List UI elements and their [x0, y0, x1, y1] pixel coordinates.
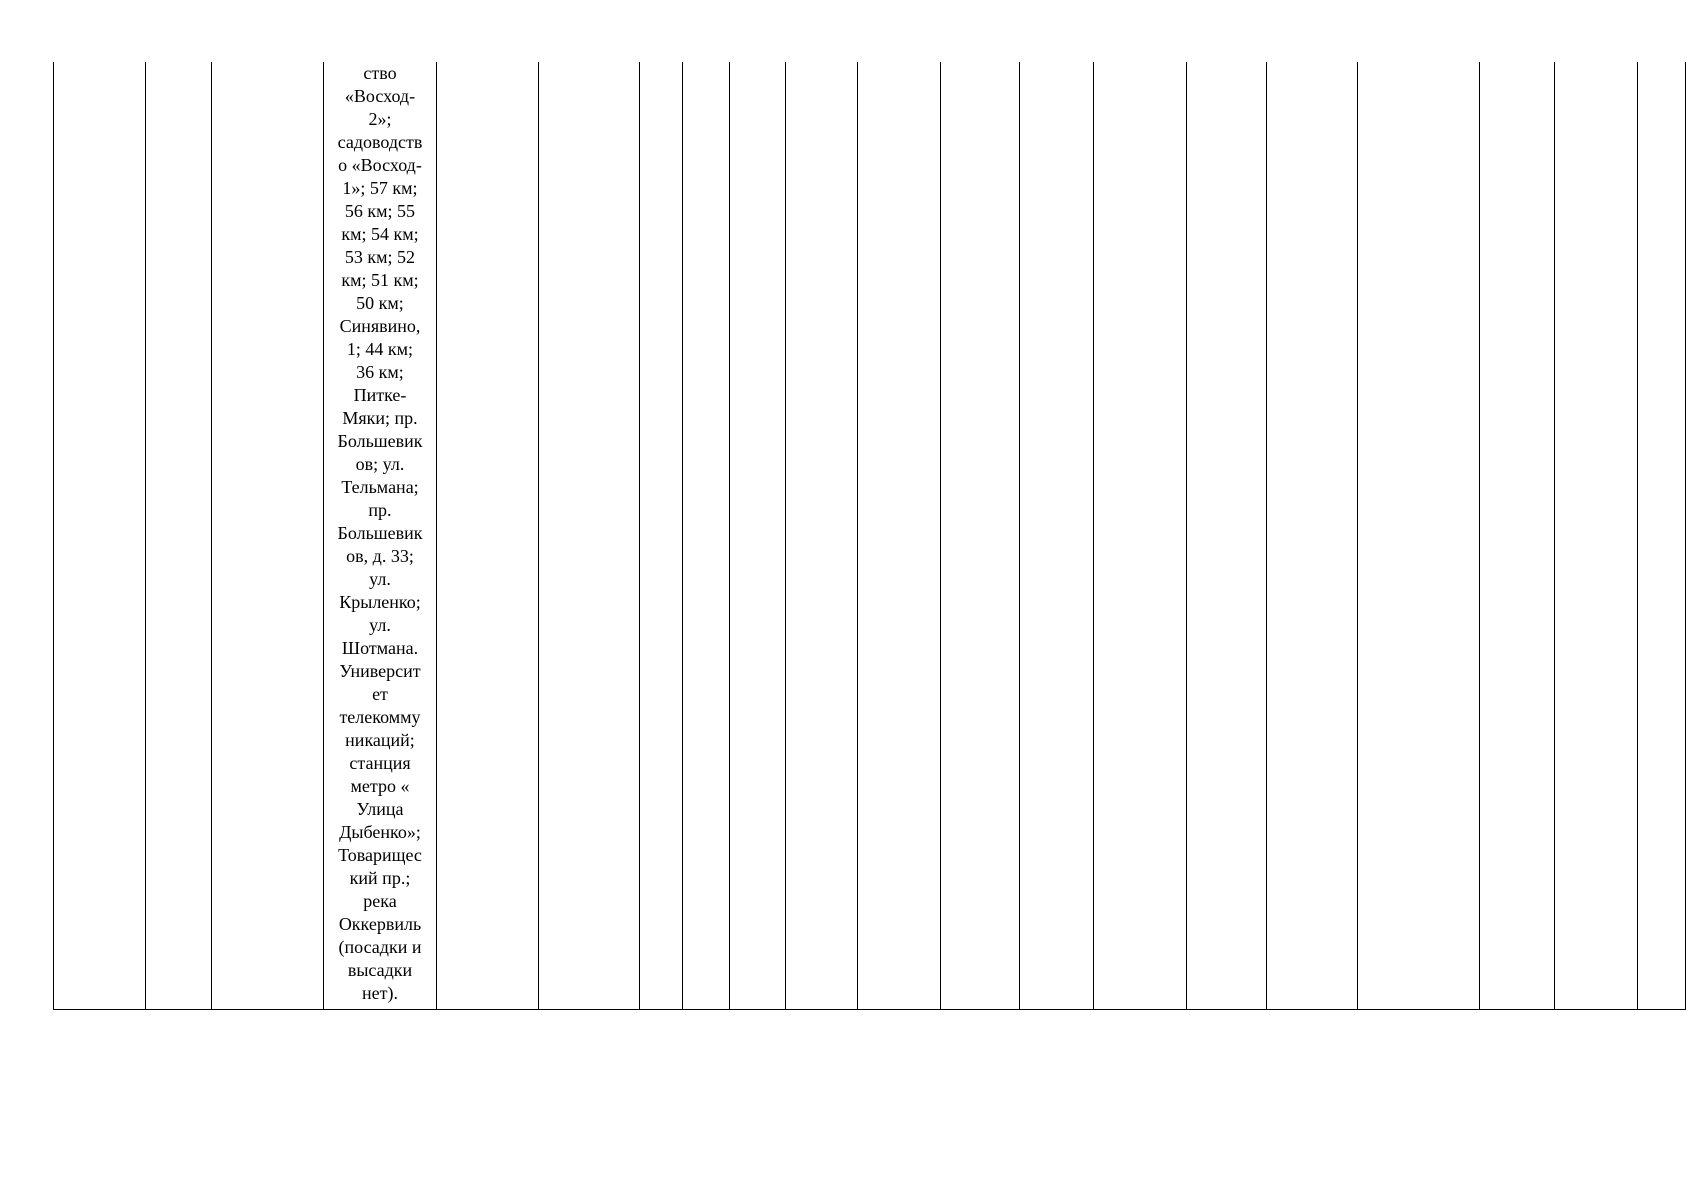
route-table [53, 62, 1686, 1010]
table-cell-12 [941, 62, 1020, 1010]
route-stops-line: «Восход- [344, 86, 416, 106]
table-cell-11 [858, 62, 941, 1010]
table-cell-19 [1555, 62, 1638, 1010]
route-stops-line: Шотмана. [341, 638, 419, 658]
route-stops-line: Тельмана; [341, 477, 419, 497]
route-stops-line: (посадки и [338, 937, 422, 957]
table-cell-8 [683, 62, 730, 1010]
route-stops-line: 56 км; 55 [344, 201, 416, 221]
route-stops-line: 36 км; [356, 362, 404, 382]
route-stops-line: Крыленко; [339, 592, 421, 612]
route-stops-line: Товарищес [338, 845, 422, 865]
table-cell-2 [146, 62, 212, 1010]
route-stops-line: 1; 44 км; [346, 339, 414, 359]
route-stops-line: Дыбенко»; [339, 822, 421, 842]
table-cell-6 [539, 62, 640, 1010]
route-stops-line: садоводств [337, 132, 423, 152]
route-stops-line: Университ [339, 661, 421, 681]
route-stops-line: ов; ул. [355, 454, 405, 474]
route-stops-cell [324, 62, 437, 1010]
table-cell-3 [212, 62, 324, 1010]
table-cell-20 [1638, 62, 1686, 1010]
route-stops-line: станция [349, 753, 411, 773]
table-cell-15 [1187, 62, 1267, 1010]
route-stops-line: кий пр.; [349, 868, 411, 888]
route-stops-text [326, 62, 434, 1005]
route-stops-line: Питке- [353, 385, 407, 405]
table-cell-14 [1094, 62, 1187, 1010]
table-row [54, 62, 1686, 1010]
route-stops-line: Синявино, [339, 316, 421, 336]
table-cell-17 [1358, 62, 1480, 1010]
route-stops-line: высадки [347, 960, 413, 980]
route-stops-line: нет). [362, 983, 398, 1003]
route-stops-line: метро « [350, 776, 410, 796]
table-cell-13 [1020, 62, 1094, 1010]
route-stops-line: ет [372, 684, 388, 704]
route-stops-line: км; 54 км; [341, 224, 419, 244]
table-cell-10 [786, 62, 858, 1010]
route-stops-line: ство [363, 63, 397, 83]
route-stops-line: ул. [369, 615, 391, 635]
table-cell-5 [437, 62, 539, 1010]
route-stops-line: никаций; [345, 730, 415, 750]
route-stops-line: Большевик [337, 523, 423, 543]
route-stops-line: пр. [368, 500, 392, 520]
route-stops-line: Большевик [337, 431, 423, 451]
route-stops-line: 53 км; 52 [344, 247, 416, 267]
table-cell-18 [1480, 62, 1555, 1010]
route-stops-line: телекомму [339, 707, 421, 727]
route-stops-line: река [363, 891, 397, 911]
table-cell-7 [640, 62, 683, 1010]
route-stops-line: о «Восход- [338, 155, 422, 175]
route-stops-line: Улица [356, 799, 404, 819]
route-stops-line: 50 км; [356, 293, 404, 313]
route-stops-line: ул. [369, 569, 391, 589]
route-stops-line: ов, д. 33; [346, 546, 414, 566]
table-cell-1 [54, 62, 146, 1010]
route-stops-line: 1»; 57 км; [342, 178, 418, 198]
route-stops-line: Оккервиль [338, 914, 422, 934]
route-stops-line: 2»; [368, 109, 392, 129]
route-stops-line: км; 51 км; [341, 270, 419, 290]
route-stops-line: Мяки; пр. [342, 408, 418, 428]
table-cell-16 [1267, 62, 1358, 1010]
table-cell-9 [730, 62, 786, 1010]
